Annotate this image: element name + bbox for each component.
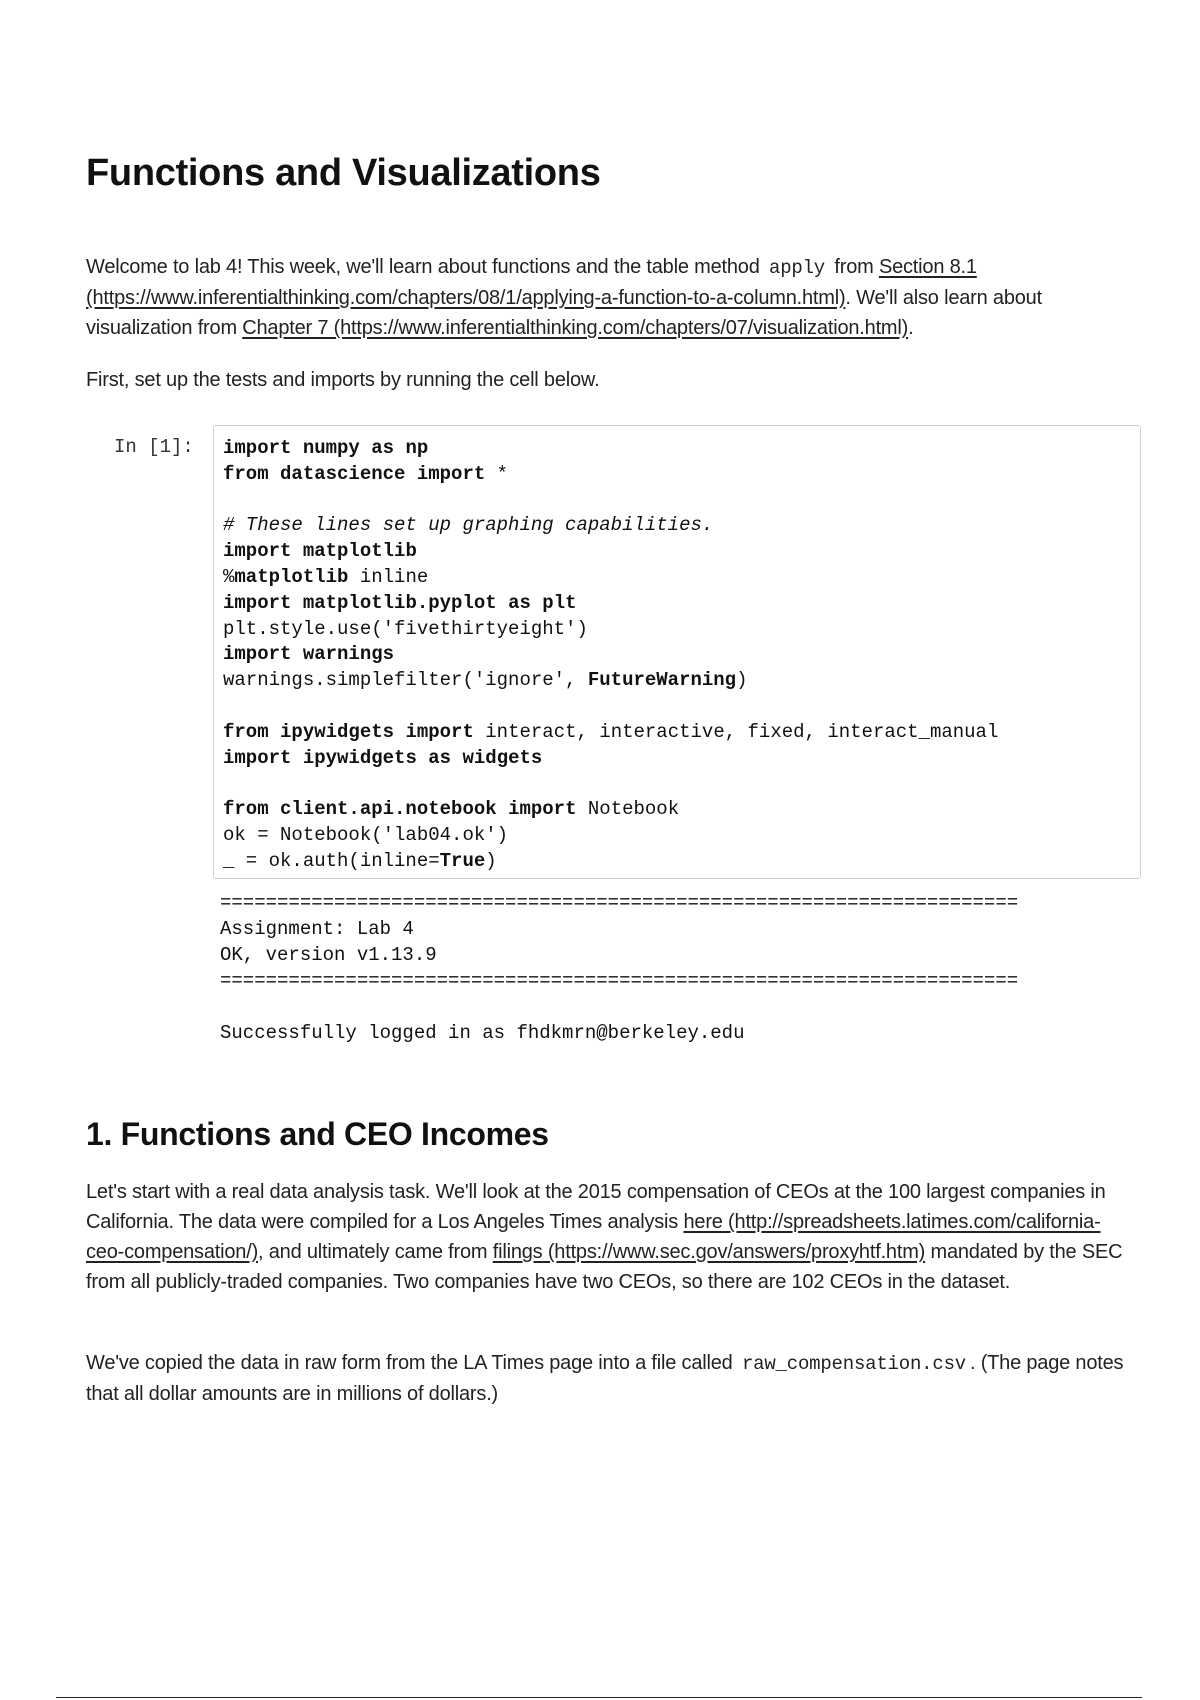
code-token	[531, 592, 542, 614]
code-line	[223, 797, 1130, 823]
code-token: Notebook	[576, 798, 680, 821]
code-cell-source[interactable]	[223, 436, 1130, 875]
code-keyword: as	[508, 591, 531, 614]
ceo-text-1: Let's start with a real data analysis task. We'll look at the 2015 compensation of CEOs at the 100 largest companies in California. The data were compiled for a Los Angeles Times analysis	[86, 1181, 1106, 1233]
code-keyword: import	[416, 462, 486, 485]
code-token	[291, 437, 302, 459]
code-keyword: plt	[542, 591, 577, 614]
csv-filename-code: raw_compensation.csv	[741, 1353, 966, 1375]
apply-inline-code: apply	[769, 257, 826, 279]
code-keyword: client.api.notebook	[280, 798, 497, 821]
code-token: ok = Notebook('lab04.ok')	[223, 823, 509, 846]
code-keyword: matplotlib.pyplot	[302, 591, 497, 614]
code-keyword: matplotlib	[234, 565, 349, 588]
code-line	[223, 591, 1130, 617]
raw-text-1: We've copied the data in raw form from the LA Times page into a file called	[86, 1352, 738, 1374]
code-line	[223, 694, 1130, 720]
code-line	[223, 513, 1130, 539]
ceo-paragraph	[86, 1177, 1126, 1297]
intro-text-3: . We'll also learn about visualization from	[86, 287, 1042, 339]
chapter-7-link[interactable]: Chapter 7 (https://www.inferentialthinking.com/chapters/07/visualization.html)	[242, 317, 909, 339]
code-token	[405, 463, 416, 485]
code-token	[291, 747, 302, 769]
code-line	[223, 488, 1130, 514]
raw-text-2: . (The page notes that all dollar amounts are in millions of dollars.)	[86, 1352, 1124, 1405]
code-line	[223, 746, 1130, 772]
section-8-1-link[interactable]: Section 8.1 (https://www.inferentialthinking.com/chapters/08/1/applying-a-function-to-a-column.html)	[86, 256, 977, 309]
output-line: ======================================================================	[220, 970, 1019, 992]
code-token: %	[223, 565, 235, 588]
code-keyword: datascience	[280, 462, 406, 485]
cell-output	[220, 890, 1018, 1046]
code-token: *	[485, 462, 509, 485]
code-token: )	[485, 849, 497, 872]
intro-text-1: Welcome to lab 4! This week, we'll learn about functions and the table method	[86, 256, 765, 278]
code-keyword: import	[223, 746, 292, 769]
code-keyword: from	[223, 720, 269, 743]
code-keyword: import	[223, 643, 292, 666]
code-keyword: widgets	[462, 746, 543, 769]
code-token	[394, 721, 405, 743]
code-token	[417, 747, 428, 769]
section-heading: 1. Functions and CEO Incomes	[86, 1116, 549, 1152]
sec-filings-link[interactable]: filings (https://www.sec.gov/answers/proxyhtf.htm)	[492, 1241, 926, 1263]
code-token	[497, 592, 508, 614]
code-line	[223, 436, 1130, 462]
code-keyword: import	[405, 720, 474, 743]
raw-data-paragraph	[86, 1348, 1126, 1409]
code-token: plt.style.use('fivethirtyeight')	[223, 617, 588, 640]
output-line: ======================================================================	[220, 892, 1019, 914]
code-token: inline	[348, 565, 429, 588]
code-line	[223, 668, 1130, 694]
code-keyword: np	[405, 437, 429, 459]
code-line	[223, 642, 1130, 668]
code-token	[269, 463, 280, 485]
code-token: )	[736, 669, 748, 692]
output-line	[220, 994, 1018, 1020]
setup-instruction: First, set up the tests and imports by running the cell below.	[86, 369, 600, 391]
code-token: warnings.simplefilter('ignore',	[223, 669, 588, 692]
code-token	[269, 721, 280, 743]
ceo-text-2: , and ultimately came from	[258, 1241, 493, 1263]
code-keyword: from	[223, 462, 269, 485]
output-line: Successfully logged in as fhdkmrn@berkeley.edu	[220, 1022, 745, 1044]
code-keyword: True	[439, 849, 486, 872]
code-keyword: numpy	[302, 437, 360, 459]
code-token	[394, 437, 405, 459]
intro-paragraph	[86, 252, 1126, 343]
intro-text-2: from	[829, 256, 879, 278]
code-token	[291, 643, 302, 665]
code-line	[223, 565, 1130, 591]
code-line	[223, 823, 1130, 849]
code-keyword: as	[428, 746, 452, 769]
code-keyword: from	[223, 798, 269, 821]
code-line	[223, 539, 1130, 565]
code-line	[223, 462, 1130, 488]
code-token	[497, 798, 508, 820]
code-keyword: FutureWarning	[587, 669, 737, 692]
code-keyword: warnings	[302, 643, 395, 666]
ceo-text-3: mandated by the SEC from all publicly-traded companies. Two companies have two CEOs, so there are 102 CEOs in the dataset.	[86, 1241, 1123, 1293]
code-token	[360, 437, 371, 459]
latimes-here-link[interactable]: here (http://spreadsheets.latimes.com/california-ceo-compensation/)	[86, 1211, 1101, 1263]
page-bottom-rule	[56, 1697, 1142, 1698]
code-line	[223, 617, 1130, 643]
code-token	[269, 798, 280, 820]
code-token	[291, 540, 302, 562]
output-line: OK, version v1.13.9	[220, 944, 437, 966]
code-keyword: import	[223, 540, 292, 563]
code-line	[223, 771, 1130, 797]
code-keyword: import	[223, 591, 292, 614]
code-token	[291, 592, 302, 614]
code-comment: # These lines set up graphing capabilities.	[223, 514, 714, 537]
code-keyword: ipywidgets	[280, 720, 395, 743]
cell-prompt: In [1]:	[114, 436, 194, 458]
code-keyword: import	[508, 798, 577, 821]
page-title: Functions and Visualizations	[86, 152, 601, 194]
output-line: Assignment: Lab 4	[220, 918, 414, 940]
code-keyword: matplotlib	[302, 540, 417, 563]
code-line	[223, 849, 1130, 875]
intro-text-4: .	[908, 317, 914, 339]
code-token: interact, interactive, fixed, interact_manual	[473, 720, 999, 743]
code-keyword: ipywidgets	[302, 746, 417, 769]
code-line	[223, 720, 1130, 746]
code-keyword: import	[223, 437, 292, 459]
code-token	[451, 747, 462, 769]
code-keyword: as	[371, 437, 395, 459]
code-cell[interactable]	[213, 425, 1141, 879]
code-token: _ = ok.auth(inline=	[223, 849, 440, 872]
